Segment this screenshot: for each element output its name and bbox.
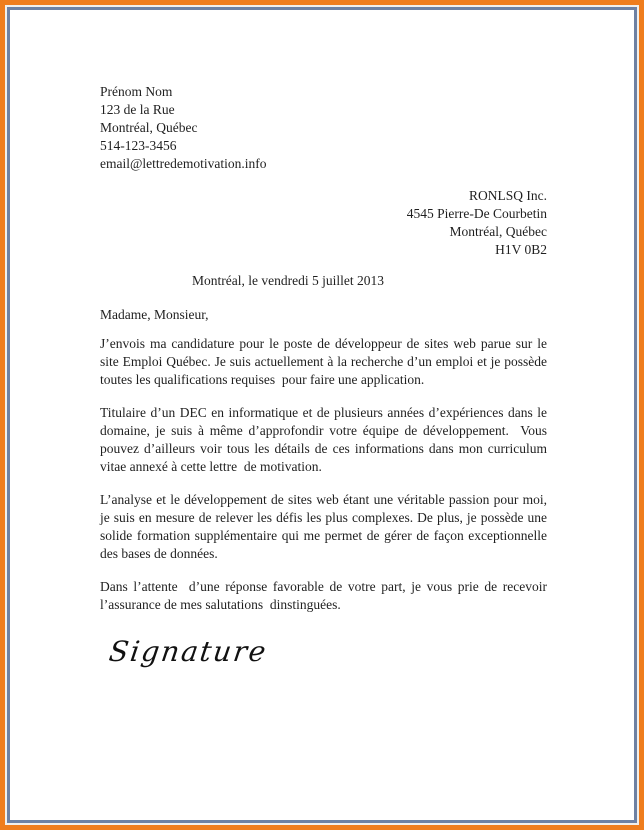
sender-street: 123 de la Rue	[100, 102, 175, 117]
signature: Signature	[107, 635, 270, 668]
recipient-city: Montréal, Québec	[449, 224, 547, 239]
sender-address-block	[100, 83, 547, 173]
recipient-company: RONLSQ Inc.	[469, 188, 547, 203]
salutation: Madame, Monsieur,	[100, 307, 209, 322]
paragraph-motivation: L’analyse et le développement de sites web étant une véritable passion pour moi, je suis en mesure de relever les défis les plus complexes. De plus, je possède une solide formation supplémentaire qui me permet de gérer de façon exceptionnelle des bases de données.	[100, 492, 551, 561]
recipient-postal-code: H1V 0B2	[495, 242, 547, 257]
recipient-street: 4545 Pierre-De Courbetin	[406, 206, 547, 221]
sender-city: Montréal, Québec	[100, 120, 198, 135]
letter-frame-inner	[7, 7, 637, 823]
recipient-address-block	[100, 187, 547, 259]
sender-phone: 514-123-3456	[100, 138, 177, 153]
sender-name: Prénom Nom	[100, 84, 173, 99]
letter-page	[10, 10, 634, 820]
paragraph-introduction: J’envois ma candidature pour le poste de développeur de sites web parue sur le site Emploi Québec. Je suis actuellement à la recherche d’un emploi et je possède toutes les qualifications requises pour faire une application.	[100, 336, 551, 387]
paragraph-qualifications: Titulaire d’un DEC en informatique et de plusieurs années d’expériences dans le domaine, je suis à même d’approfondir votre équipe de développement. Vous pouvez d’ailleurs voir tous les détails de ces informations dans mon curriculum vitae annexé à cette lettre de motivation.	[100, 405, 551, 474]
date-line: Montréal, le vendredi 5 juillet 2013	[192, 273, 384, 288]
sender-email: email@lettredemotivation.info	[100, 156, 267, 171]
paragraph-closing: Dans l’attente d’une réponse favorable de votre part, je vous prie de recevoir l’assurance de mes salutations dinstinguées.	[100, 579, 551, 612]
